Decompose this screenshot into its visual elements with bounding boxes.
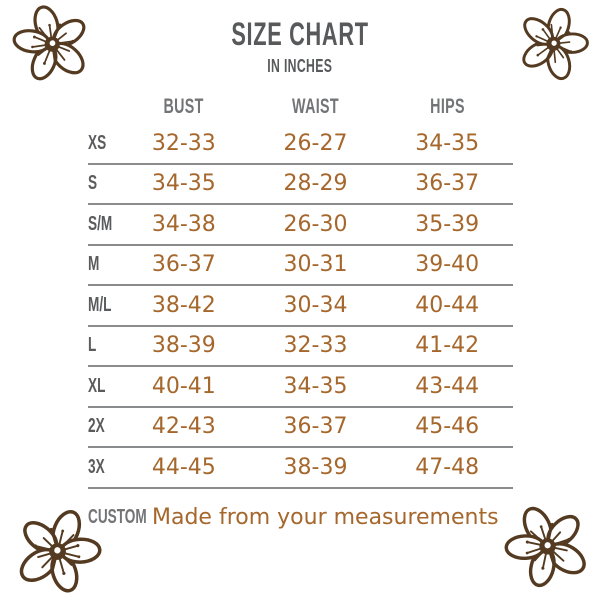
table-header-row <box>88 90 513 124</box>
bust-value-cell: 38-39 <box>151 333 216 359</box>
page-subtitle: IN INCHES <box>267 56 333 76</box>
hips-value-cell: 43-44 <box>415 373 480 399</box>
bust-value-cell: 34-35 <box>151 171 216 197</box>
waist-value-cell: 26-30 <box>283 211 348 237</box>
hips-value-cell: 35-39 <box>415 211 480 237</box>
hips-value-cell: 45-46 <box>415 414 480 440</box>
column-header-bust: BUST <box>163 95 204 118</box>
table-row <box>88 205 513 246</box>
size-label-cell: XL <box>88 374 106 397</box>
bust-value-cell: 44-45 <box>151 454 216 480</box>
page-title: SIZE CHART <box>231 16 369 52</box>
waist-value-cell: 38-39 <box>283 454 348 480</box>
size-label-cell: M/L <box>88 293 112 316</box>
table-row <box>88 408 513 449</box>
table-row <box>88 286 513 327</box>
custom-label: CUSTOM <box>88 506 147 528</box>
table-row <box>88 448 513 489</box>
bust-value-cell: 32-33 <box>151 130 216 156</box>
size-label-cell: S/M <box>88 212 113 235</box>
table-row <box>88 367 513 408</box>
size-label-cell: L <box>88 334 97 357</box>
waist-value-cell: 34-35 <box>283 373 348 399</box>
table-row <box>88 124 513 165</box>
waist-value-cell: 32-33 <box>283 333 348 359</box>
flower-icon <box>7 0 98 89</box>
waist-value-cell: 36-37 <box>283 414 348 440</box>
size-label-cell: S <box>88 172 98 195</box>
waist-value-cell: 30-34 <box>283 292 348 318</box>
hips-value-cell: 34-35 <box>415 130 480 156</box>
hips-value-cell: 40-44 <box>415 292 480 318</box>
size-chart-table <box>88 90 513 489</box>
bust-value-cell: 34-38 <box>151 211 216 237</box>
table-row <box>88 165 513 206</box>
size-label-cell: 3X <box>88 455 105 478</box>
waist-value-cell: 28-29 <box>283 171 348 197</box>
custom-row <box>88 505 528 530</box>
bust-value-cell: 38-42 <box>151 292 216 318</box>
table-body <box>88 124 513 489</box>
size-label-cell: XS <box>88 131 107 154</box>
column-header-waist: WAIST <box>292 95 339 118</box>
waist-value-cell: 26-27 <box>283 130 348 156</box>
bust-value-cell: 40-41 <box>151 373 216 399</box>
table-row <box>88 246 513 287</box>
bust-value-cell: 42-43 <box>151 414 216 440</box>
custom-text: Made from your measurements <box>152 505 499 530</box>
hips-value-cell: 36-37 <box>415 171 480 197</box>
bust-value-cell: 36-37 <box>151 252 216 278</box>
hips-value-cell: 39-40 <box>415 252 480 278</box>
column-header-hips: HIPS <box>429 95 465 118</box>
table-row <box>88 327 513 368</box>
size-label-cell: 2X <box>88 415 105 438</box>
hips-value-cell: 41-42 <box>415 333 480 359</box>
hips-value-cell: 47-48 <box>415 454 480 480</box>
waist-value-cell: 30-31 <box>283 252 348 278</box>
size-label-cell: M <box>88 253 100 276</box>
